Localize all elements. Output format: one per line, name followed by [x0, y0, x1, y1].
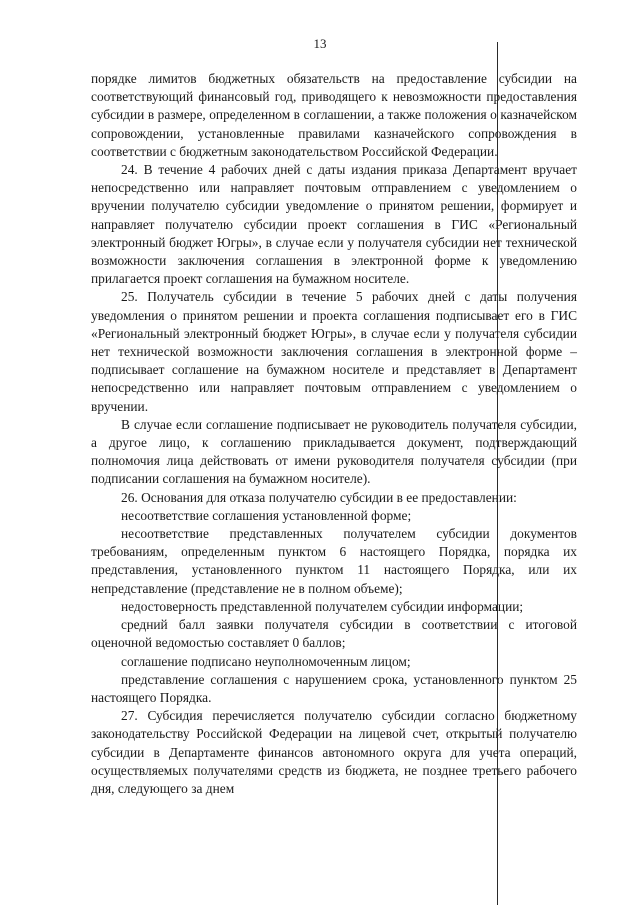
- paragraph: недостоверность представленной получателем субсидии информации;: [121, 598, 524, 614]
- paragraph: 25. Получатель субсидии в течение 5 рабочих дней с даты получения уведомления о принятом решении и проекта соглашения подписывает его в ГИС «Региональный электронный бюджет Югры», в случае если у получателя субсидии нет технической возможности заключения соглашения в электронной форме – подписывает соглашение на бумажном носителе и представляет в Департамент непосредственно или направляет почтовым отправлением с уведомлением о вручении.: [91, 289, 577, 414]
- paragraph: В случае если соглашение подписывает не руководитель получателя субсидии, а другое лицо, к соглашению прикладывается документ, подтверждающий полномочия лица действовать от имени руководителя получателя субсидии (при подписании соглашения на бумажном носителе).: [91, 416, 577, 487]
- paragraph: соглашение подписано неуполномоченным лицом;: [121, 653, 411, 669]
- paragraph: 27. Субсидия перечисляется получателю субсидии согласно бюджетному законодательству Российской Федерации на лицевой счет, открытый получателю субсидии в Департаменте финансов автономного округа для учета операций, осуществляемых получателями средств из бюджета, не позднее третьего рабочего дня, следующего за днем: [91, 708, 577, 796]
- paragraph: несоответствие представленных получателем субсидии документов требованиям, определенным пунктом 6 настоящего Порядка, порядка их представления, установленного пунктом 11 настоящего Порядка, или их непредставление (представление не в полном объеме);: [91, 526, 577, 596]
- paragraph: средний балл заявки получателя субсидии в соответствии с итоговой оценочной ведомостью составляет 0 баллов;: [91, 617, 577, 651]
- paragraph: 26. Основания для отказа получателю субсидии в ее предоставлении:: [121, 489, 517, 505]
- paragraph: несоответствие соглашения установленной форме;: [121, 507, 412, 523]
- document-body: [91, 70, 577, 798]
- paragraph: порядке лимитов бюджетных обязательств на предоставление субсидии на соответствующий финансовый год, приводящего к невозможности предоставления субсидии в размере, определенном в соглашении, а также положения о казначейском сопровождении, установленные правилами казначейского сопровождения в соответствии с бюджетным законодательством Российской Федерации.: [91, 71, 577, 159]
- paragraph: 24. В течение 4 рабочих дней с даты издания приказа Департамент вручает непосредственно или направляет почтовым отправлением с уведомлением о вручении получателю субсидии уведомление о принятом решении, формирует и направляет получателю субсидии проект соглашения в ГИС «Региональный электронный бюджет Югры», в случае если у получателя субсидии нет технической возможности заключения соглашения в электронной форме к уведомлению прилагается проект соглашения на бумажном носителе.: [91, 162, 577, 287]
- paragraph: представление соглашения с нарушением срока, установленного пунктом 25 настоящего Порядка.: [91, 671, 577, 705]
- page-number: 13: [313, 36, 327, 51]
